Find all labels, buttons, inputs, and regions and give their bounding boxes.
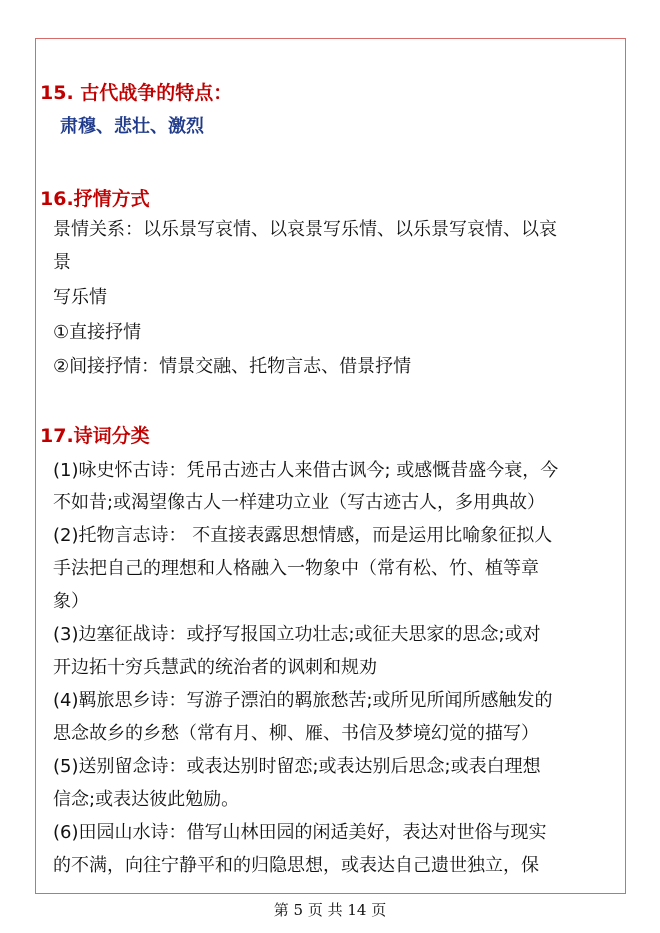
page-footer: 第 5 页 共 14 页 — [273, 901, 387, 919]
section-17-line: (2)托物言志诗： 不直接表露思想情感，而是运用比喻象征拟人 — [53, 525, 553, 546]
section-16-line: ②间接抒情：情景交融、托物言志、借景抒情 — [53, 356, 412, 377]
section-17-line: (5)送别留念诗：或表达别时留恋;或表达别后思念;或表白理想 — [53, 756, 541, 777]
section-17-line: 的不满，向往宁静平和的归隐思想，或表达自己遗世独立，保 — [53, 855, 539, 876]
section-17-line: 信念;或表达彼此勉励。 — [53, 789, 240, 810]
section-17-line: (3)边塞征战诗：或抒写报国立功壮志;或征夫思家的思念;或对 — [53, 624, 541, 645]
section-16-line: 景 — [53, 252, 71, 273]
section-16-line: 景情关系：以乐景写哀情、以哀景写乐情、以乐景写哀情、以哀 — [53, 219, 557, 240]
section-17-heading: 17.诗词分类 — [40, 425, 150, 447]
section-17-line: 不如昔;或渴望像古人一样建功立业（写古迹古人，多用典故） — [53, 492, 546, 513]
section-17-line: 思念故乡的乡愁（常有月、柳、雁、书信及梦境幻觉的描写） — [53, 723, 539, 744]
section-17-line: (4)羁旅思乡诗：写游子漂泊的羁旅愁苦;或所见所闻所感触发的 — [53, 690, 553, 711]
section-16-heading: 16.抒情方式 — [40, 188, 150, 210]
section-15-heading: 15. 古代战争的特点： — [40, 82, 233, 104]
section-17-line: 手法把自己的理想和人格融入一物象中（常有松、竹、植等章 — [53, 558, 539, 579]
section-17-line: 开边拓十穷兵慧武的统治者的讽刺和规劝 — [53, 657, 377, 678]
section-17-line: (1)咏史怀古诗：凭吊古迹古人来借古讽今; 或感慨昔盛今衰，今 — [53, 460, 559, 481]
section-16-line: ①直接抒情 — [53, 322, 142, 343]
section-15-content: 肃穆、悲壮、激烈 — [60, 116, 204, 137]
section-17-line: 象） — [53, 591, 89, 612]
section-16-line: 写乐情 — [53, 287, 107, 308]
section-17-line: (6)田园山水诗：借写山林田园的闲适美好，表达对世俗与现实 — [53, 822, 547, 843]
